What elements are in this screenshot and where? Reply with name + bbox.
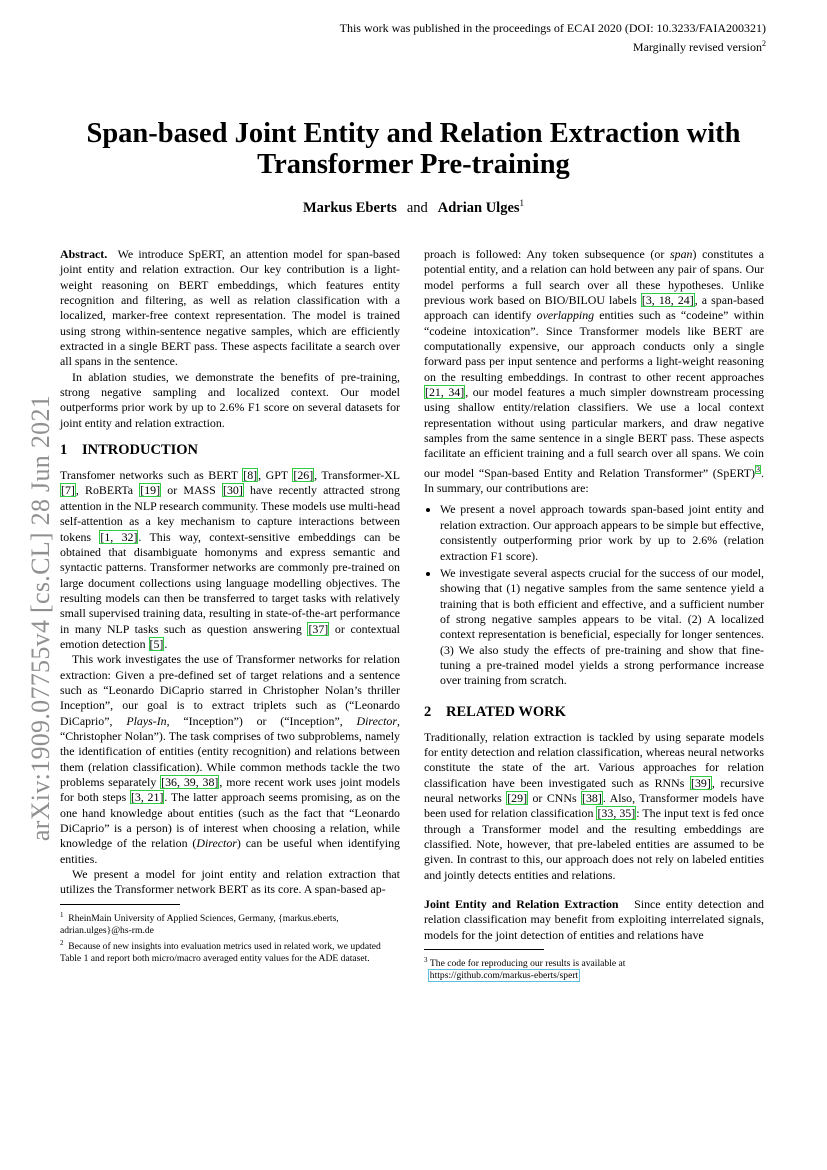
citation-link[interactable]: [30] bbox=[222, 483, 243, 498]
list-item: • We investigate several aspects crucial for the success of our model, showing that (1) negative samples from the same sentence yield a training that is both efficient and effective, and a sufficient number of strong negative samples appears to be vital. (2) A localized context representation is beneficial, especially for longer sentences. (3) We also study the effects of pre-training and show that fine-tuning a pre-trained model yields a strong performance increase over training from scratch. bbox=[440, 566, 764, 689]
citation-link[interactable]: [3, 21] bbox=[130, 790, 164, 805]
author-list bbox=[60, 198, 767, 217]
citation-link[interactable]: [21, 34] bbox=[425, 385, 465, 400]
citation-link[interactable]: [3, 18, 24] bbox=[641, 293, 694, 308]
abstract-label: Abstract. bbox=[60, 247, 108, 261]
citation-link[interactable]: [37] bbox=[308, 621, 329, 636]
citation-link[interactable]: [39] bbox=[691, 775, 711, 790]
citation-link[interactable]: [19] bbox=[140, 483, 161, 498]
left-column bbox=[60, 247, 400, 965]
author-2: Adrian Ulges bbox=[437, 199, 520, 216]
citation-link[interactable]: [33, 35] bbox=[597, 806, 636, 821]
related-work-paragraph: Traditionally, relation extraction is tackled by using separate models for entity detection and relation classification, whereas neural networks constitute the state of the art. Various approaches for relation classification have been investigated such as RNNs [39], recursive neural networks [29] or CNNs [38]. Also, Transformer models have been used for relation classification [33, 35]: The input text is fed once through a Transformer model and the resulting embeddings are classified. Note, however, that pre-labeled entities are assumed to be given. In contrast to this, our approach does not rely on labeled entities and jointly detects entities and relations. bbox=[424, 729, 764, 882]
abstract-paragraph-2: In ablation studies, we demonstrate the benefits of pre-training, strong negative sampling and localized context. Our model outperforms prior work by up to 2.6% F1 score on several datasets for joint entity and relation extraction. bbox=[60, 369, 400, 430]
citation-link[interactable]: [5] bbox=[149, 636, 164, 651]
intro-paragraph-2: This work investigates the use of Transformer networks for relation extraction: Given a pre-defined set of target relations and a sentence such as “Leonardo DiCaprio starred in Christopher Nolan’s thriller Inception”, our goal is to extract triplets such as (“Leonardo DiCaprio”, Plays-In, “Inception”) or (“Inception”, Director, “Christopher Nolan”). The task comprises of two subproblems, namely the identification of entities (entity recognition) and relations between them (relation classification). While common methods tackle the two problems separately [36, 39, 38], more recent work uses joint models for both steps [3, 21]. The latter approach seems promising, as on the one hand knowledge about entities (such as the fact that “Leonardo DiCaprio” is a person) is of interest when choosing a relation, while knowledge of the relation (Director) can be useful when identifying entities. bbox=[60, 652, 400, 866]
paragraph-heading: Joint Entity and Relation Extraction bbox=[424, 897, 619, 912]
revision-line: Marginally revised version$^2$ bbox=[632, 39, 766, 54]
paper-title: Span-based Joint Entity and Relation Extraction with Transformer Pre-training bbox=[86, 118, 741, 180]
citation-link[interactable]: [26] bbox=[293, 468, 314, 483]
citation-link[interactable]: [1, 32] bbox=[100, 529, 138, 544]
intro-paragraph-3-continued: proach is followed: Any token subsequence (or span) constitutes a potential entity, and a relation can hold between any pair of spans. Our model performs a full search over all these hypotheses. Unlike previous work based on BIO/BILOU labels [3, 18, 24], a span-based approach can identify overlapping entities such as “codeine” within “codeine intoxication”. Since Transformer models like BERT are computationally expensive, our approach conducts only a single forward pass per input sentence and performs a light-weight reasoning on the resulting embeddings. In contrast to other recent approaches [21, 34], our model features a much simpler downstream processing using shallow entity/relation classifiers. We use a local context representation without using particular markers, and draw negative samples from the same sentence in a single BERT pass. These aspects facilitate an efficient training and a full search over all spans. We coin our model “Span-based Entity and Relation Transformer” (SpERT)$^3$. In summary, our contributions are: bbox=[424, 247, 765, 496]
intro-paragraph-3: We present a model for joint entity and relation extraction that utilizes the Transformer network BERT as its core. A span-based ap- bbox=[60, 867, 400, 897]
author-affiliation-mark[interactable]: 1 bbox=[519, 198, 525, 208]
footnote-1: $^1$ RheinMain University of Applied Sciences, Germany, {markus.eberts, adrian.ulges}@hs-rm.de bbox=[60, 910, 339, 936]
publication-line: This work was published in the proceedings of ECAI 2020 (DOI: 10.3233/FAIA200321) bbox=[339, 21, 766, 35]
footnote-3: $^3$ The code for reproducing our results is available at https://github.com/markus-eberts/spert bbox=[424, 956, 626, 982]
author-conjunction: and bbox=[406, 199, 428, 216]
footnote-divider bbox=[60, 904, 180, 905]
author-1: Markus Eberts bbox=[302, 199, 397, 216]
section-heading-introduction: 1 INTRODUCTION bbox=[60, 442, 199, 459]
citation-link[interactable]: [8] bbox=[243, 468, 258, 483]
abstract-paragraph-1: Abstract. We introduce SpERT, an attention model for span-based joint entity and relation extraction. Our key contribution is a light-weight reasoning on BERT embeddings, which features entity recognition and filtering, as well as relation classification with a localized, marker-free context representation. The model is trained using strong within-sentence negative samples, which are efficiently extracted in a single BERT pass. These aspects facilitate a search over all spans in the sentence. bbox=[60, 247, 400, 369]
joint-extraction-paragraph: Joint Entity and Relation Extraction Since entity detection and relation classification may benefit from exploiting interrelated signals, models for the joint detection of entities and relations have bbox=[424, 897, 764, 942]
footnote-2: $^2$ Because of new insights into evaluation metrics used in related work, we updated Table 1 and report both micro/macro averaged entity values for the ADE dataset. bbox=[60, 938, 381, 965]
intro-paragraph-1: Transfomer networks such as BERT [8], GPT [26], Transformer-XL [7], RoBERTa [19] or MASS [30] have recently attracted strong attention in the NLP research community. These models use multi-head self-attention as a key mechanism to capture interactions between tokens [1, 32]. This way, context-sensitive embeddings can be obtained that disambiguate homonyms and express semantic and syntactic patterns. Transformer networks are commonly pre-trained on large document collections using language modelling objectives. The resulting models can then be transferred to target tasks with relatively small supervised training data, resulting in state-of-the-art performance in many NLP tasks such as question answering [37] or contextual emotion detection [5]. bbox=[60, 468, 401, 651]
citation-link[interactable]: [38] bbox=[582, 790, 602, 805]
citation-link[interactable]: [7] bbox=[61, 483, 75, 498]
list-item: • We present a novel approach towards span-based joint entity and relation extraction. Our approach appears to be simple but effective, consistently outperforming prior work by up to 2.6% (relation extraction F1 score). bbox=[440, 502, 764, 563]
citation-link[interactable]: [29] bbox=[507, 790, 528, 805]
footnote-3-link[interactable]: 3 bbox=[756, 464, 761, 474]
footnote-divider bbox=[424, 949, 544, 950]
arxiv-sidenote: arXiv:1909.07755v4 [cs.CL] 28 Jun 2021 bbox=[26, 394, 55, 842]
contributions-list bbox=[424, 502, 764, 688]
code-url-link[interactable]: https://github.com/markus-eberts/spert bbox=[429, 970, 579, 982]
section-heading-related-work: 2 RELATED WORK bbox=[424, 703, 566, 720]
publication-note bbox=[340, 20, 766, 55]
right-column bbox=[424, 247, 764, 982]
citation-link[interactable]: [36, 39, 38] bbox=[161, 775, 219, 789]
